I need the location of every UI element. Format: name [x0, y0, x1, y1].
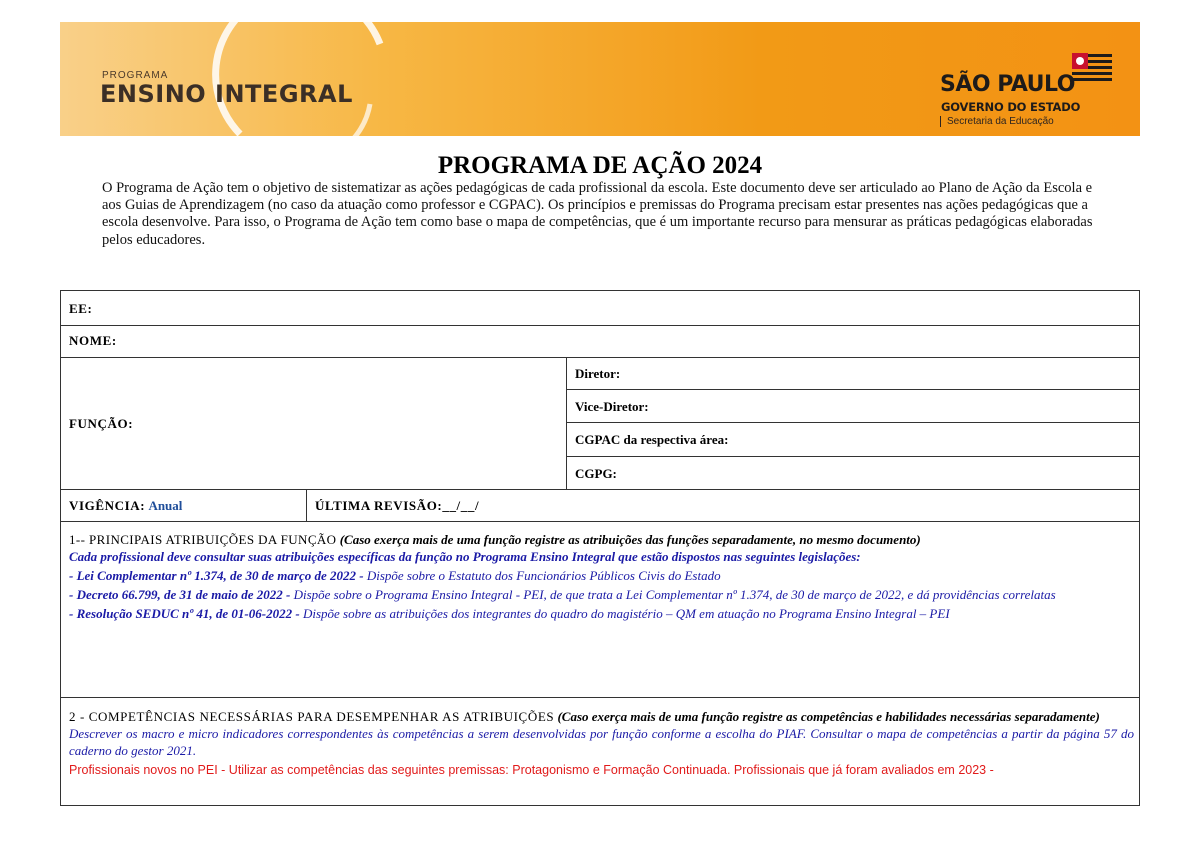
law-item	[69, 605, 1134, 622]
header-banner	[60, 22, 1140, 136]
intro-paragraph: O Programa de Ação tem o objetivo de sistematizar as ações pedagógicas de cada profissional da escola. Este documento deve ser articulado ao Plano de Ação da Escola e aos Guias de Aprendizagem (no caso da atuação como professor e CGPAC). Os princípios e premissas do Programa precisam estar presentes nas ações pedagógicas que a escola desenvolve. Para isso, o Programa de Ação tem como base o mapa de competências, que é um importante recurso para mensurar as práticas pedagógicas elaboradas pelos educadores.	[102, 180, 1093, 248]
law-title: - Resolução SEDUC nº 41, de 01-06-2022 -	[69, 606, 300, 621]
ee-field[interactable]: EE:	[69, 301, 93, 316]
page-title: PROGRAMA DE AÇÃO 2024	[437, 152, 763, 179]
law-item	[69, 567, 1134, 584]
section-competencias	[69, 708, 1134, 779]
row-divider	[566, 456, 1139, 457]
section-2-note: (Caso exerça mais de uma função registre as competências e habilidades necessárias separadamente)	[557, 709, 1100, 724]
funcao-field[interactable]: FUNÇÃO:	[69, 416, 134, 431]
section-atribuicoes	[69, 531, 1134, 622]
section-2-instruction: Descrever os macro e micro indicadores correspondentes às competências a serem desenvolvidas por função conforme a escolha do PIAF. Consultar o mapa de competências a partir da página 57 do caderno do gestor 2021.	[69, 726, 1134, 758]
law-description: Dispõe sobre o Programa Ensino Integral - PEI, de que trata a Lei Complementar nº 1.374, de 30 de março de 2022, e dá providências correlatas	[293, 587, 1056, 602]
sao-paulo-logo	[940, 52, 1130, 132]
program-name-logo: ENSINO INTEGRAL	[100, 80, 353, 108]
section-2-red-note: Profissionais novos no PEI - Utilizar as competências das seguintes premissas: Protagonismo e Formação Continuada. Profissionais que já foram avaliados em 2023 -	[69, 763, 994, 777]
law-item	[69, 586, 1134, 603]
row-divider	[566, 389, 1139, 390]
program-small-label: PROGRAMA	[102, 70, 169, 81]
role-diretor[interactable]: Diretor:	[575, 366, 621, 381]
law-title: - Lei Complementar nº 1.374, de 30 de março de 2022 -	[69, 568, 364, 583]
row-divider	[61, 357, 1139, 358]
row-divider	[61, 489, 1139, 490]
role-cgpac[interactable]: CGPAC da respectiva área:	[575, 432, 729, 447]
row-divider	[61, 697, 1139, 698]
section-2-heading-row	[69, 708, 1134, 725]
row-divider	[566, 422, 1139, 423]
law-title: - Decreto 66.799, de 31 de maio de 2022 -	[69, 587, 291, 602]
row-divider	[61, 325, 1139, 326]
section-1-note: (Caso exerça mais de uma função registre as atribuições das funções separadamente, no mesmo documento)	[339, 532, 921, 547]
state-name: SÃO PAULO	[940, 72, 1075, 97]
secretariat-label: Secretaria da Educação	[940, 116, 1054, 127]
section-2-heading: 2 - COMPETÊNCIAS NECESSÁRIAS PARA DESEMPENHAR AS ATRIBUIÇÕES	[69, 709, 555, 724]
vigencia-label: VIGÊNCIA:	[69, 498, 146, 513]
vigencia-value: Anual	[148, 498, 183, 513]
program-logo-arc-icon	[200, 22, 410, 136]
nome-field[interactable]: NOME:	[69, 333, 117, 348]
law-description: Dispõe sobre o Estatuto dos Funcionários Públicos Civis do Estado	[366, 568, 721, 583]
column-divider	[306, 489, 307, 521]
law-description: Dispõe sobre as atribuições dos integrantes do quadro do magistério – QM em atuação no Programa Ensino Integral – PEI	[302, 606, 950, 621]
role-cgpg[interactable]: CGPG:	[575, 466, 617, 481]
government-label: GOVERNO DO ESTADO	[941, 100, 1081, 114]
section-1-heading-row	[69, 531, 1134, 548]
role-vice-diretor[interactable]: Vice-Diretor:	[575, 399, 649, 414]
vigencia-field	[69, 498, 182, 514]
section-1-intro: Cada profissional deve consultar suas atribuições específicas da função no Programa Ensino Integral que estão dispostos nas seguintes legislações:	[69, 549, 861, 564]
action-plan-form	[60, 290, 1140, 806]
row-divider	[61, 521, 1139, 522]
ultima-revisao-field[interactable]: ÚLTIMA REVISÃO:__/__/	[315, 498, 480, 513]
section-1-heading: 1-- PRINCIPAIS ATRIBUIÇÕES DA FUNÇÃO	[69, 532, 337, 547]
column-divider	[566, 357, 567, 489]
